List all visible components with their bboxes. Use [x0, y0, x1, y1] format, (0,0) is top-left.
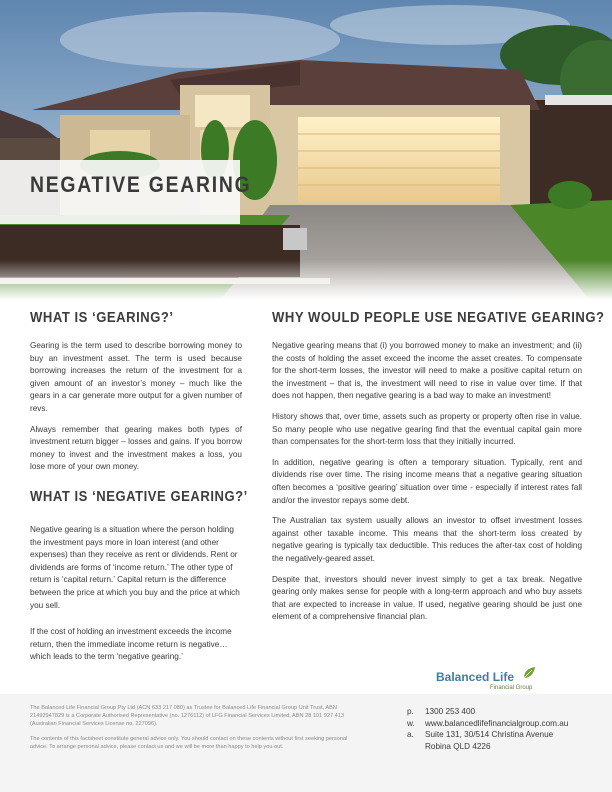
- house-illustration: [0, 0, 612, 300]
- page-title: NEGATIVE GEARING: [30, 172, 252, 197]
- contact-address: [407, 729, 568, 741]
- contact-phone: [407, 706, 568, 718]
- phone-number[interactable]: 1300 253 400: [425, 707, 476, 716]
- contact-address-2: [407, 741, 568, 753]
- legal-advice-text: The contents of this factsheet constitute general advice only. You should contact on these contents without first seeking personal advice. To arrange personal advice, please contact us and we will be more than happy to help you out.: [30, 735, 348, 750]
- logo-name: Balanced Life: [436, 670, 515, 684]
- legal-disclaimer: [30, 704, 360, 757]
- heading-what-is-gearing: WHAT IS ‘GEARING?’: [30, 310, 174, 326]
- paragraph: History shows that, over time, assets such as property or property often rise in value. So many people who use negative gearing find that the eventual capital gain more than compensates for the short-term loss that they initially incurred.: [272, 411, 582, 447]
- contact-key: [407, 741, 425, 753]
- contact-details: [407, 706, 568, 752]
- section-negative-body: [30, 524, 242, 672]
- contact-key: p.: [407, 707, 414, 716]
- paragraph: Despite that, investors should never invest simply to get a tax break. Negative gearing only makes sense for people with a long-term approach and who buy assets that are expected to increase in value. If used, negative gearing should be just one element of a comprehensive financial plan.: [272, 574, 582, 622]
- section-why-body: [272, 340, 582, 632]
- section-gearing-body: [30, 340, 242, 482]
- logo-subtitle: Financial Group: [490, 685, 533, 691]
- paragraph: In addition, negative gearing is often a temporary situation. Typically, rent and dividends rise over time. The rising income means that a negative gearing situation often becomes a ‘positive gearing’ situation over time - especially if interest rates fall and/or the investor repays some debt.: [272, 457, 582, 505]
- heading-why-use-negative-gearing: WHY WOULD PEOPLE USE NEGATIVE GEARING?: [272, 310, 605, 326]
- legal-licence-text: The Balanced Life Financial Group Pty Ltd (ACN 633 217 080) as Trustee for Balanced Life Financial Group Unit Trust, ABN 21492947829 is a Corporate Authorised Representative (no. 1276112) of LFG Financial Services Limited, ABN 28 101 927 413 (Australian Financial Services License no. 227096).: [30, 705, 344, 728]
- leaf-icon: [522, 666, 536, 680]
- paragraph: The Australian tax system usually allows an investor to offset investment losses against other taxable income. This means that the short-term loss created by negative gearing is typically tax deductible. This reduces the after-tax cost of holding the negatively-geared asset.: [272, 516, 582, 563]
- paragraph: Gearing is the term used to describe borrowing money to buy an investment asset. The term is used because borrowing increases the return of the investment for a given amount of an investor’s money – much like the gears in a car generate more output for a given number of revs.: [30, 341, 242, 413]
- paragraph: Negative gearing is a situation where the person holding the investment pays more in loan interest (and other expenses) than they receive as rent or dividends. Rent or dividends are forms of ‘income return.’ The other type of return is ‘capital return.’ Capital return is the difference between the price at which you buy and the price at which you sell.: [30, 525, 240, 610]
- contact-key: a.: [407, 730, 414, 740]
- contact-website: [407, 718, 568, 730]
- address-line-1: Suite 131, 30/514 Christina Avenue: [425, 730, 554, 740]
- paragraph: If the cost of holding an investment exceeds the income return, then the immediate income return is negative… which leads to the term ‘negative gearing.’: [30, 627, 232, 662]
- hero-photo-house: [0, 0, 612, 300]
- website-link[interactable]: www.balancedlifefinancialgroup.com.au: [425, 718, 569, 728]
- heading-what-is-negative-gearing: WHAT IS ‘NEGATIVE GEARING?’: [30, 489, 248, 505]
- paragraph: Always remember that gearing makes both types of investment return bigger – losses and gains. If you borrow money to invest and the investment makes a loss, you lose more of your own money.: [30, 424, 242, 472]
- address-line-2: Robina QLD 4226: [425, 741, 491, 751]
- contact-key: w.: [407, 718, 415, 728]
- paragraph: Negative gearing means that (i) you borrowed money to make an investment; and (ii) the costs of holding the asset exceed the income the asset creates. To compensate for the short-term losses, the investor will need to make a positive capital return on the investment – that is, the investment will need to rise in value over time. If that does not happen, then negative gearing is a bad way to make an investment!: [272, 341, 582, 401]
- balanced-life-logo: [434, 666, 544, 694]
